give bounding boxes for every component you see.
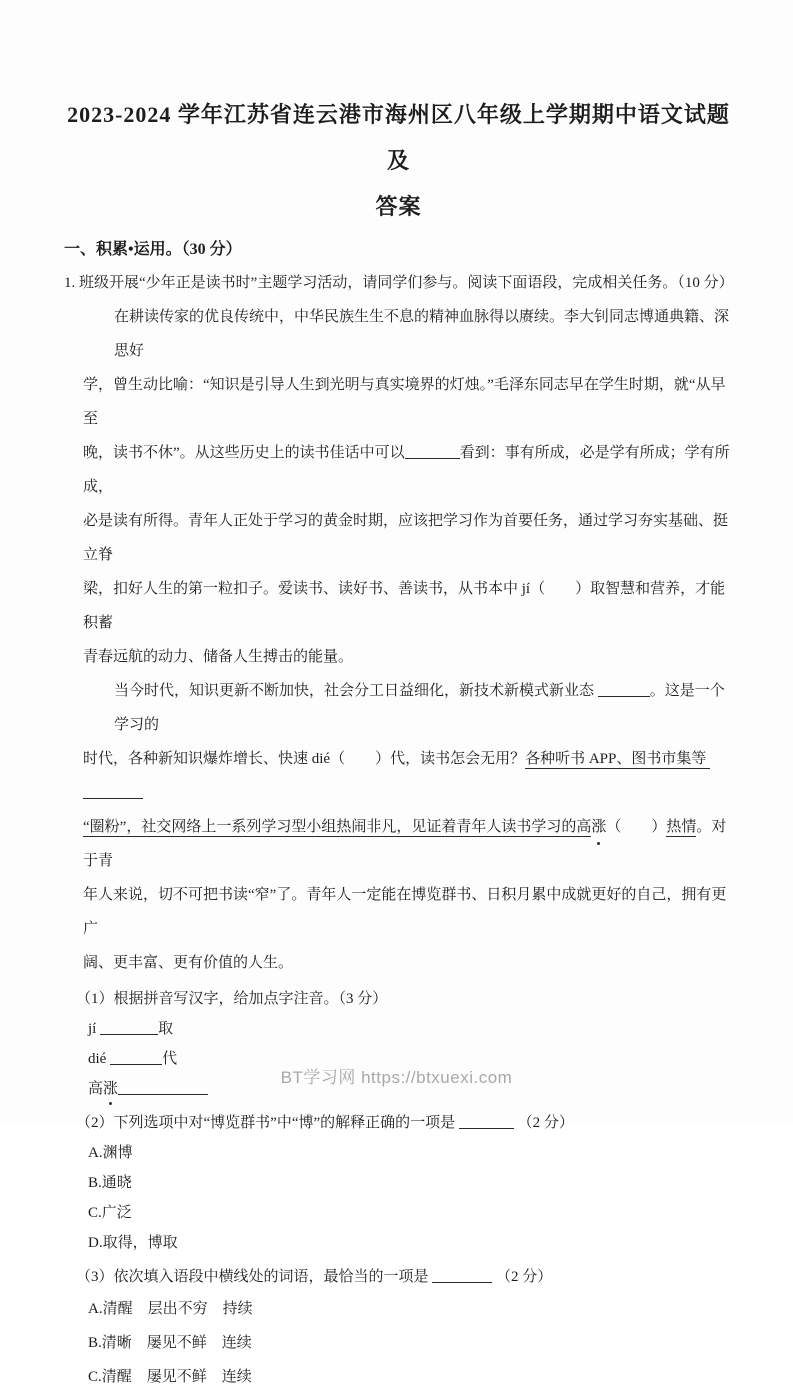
subquestion-2-option-d: D.取得，博取 bbox=[88, 1235, 178, 1251]
passage-line-underlined: “圈粉”，社交网络上一系列学习型小组热闹非凡，见证着青年人读书学习的高涨（ ）热情。对于青 bbox=[83, 810, 733, 878]
answer-blank-line bbox=[405, 443, 460, 459]
passage-line: 必是读有所得。青年人正处于学习的黄金时期，应该把学习作为首要任务，通过学习夯实基础、挺立脊 bbox=[83, 513, 729, 563]
answer-blank-line bbox=[459, 1113, 514, 1129]
pinyin-answer-line-die: dié 代 bbox=[88, 1051, 178, 1067]
passage-line-with-pinyin: 梁，扣好人生的第一粒扣子。爱读书、读好书、善读书，从书本中 jí（ ）取智慧和营养，才能积蓄 bbox=[83, 581, 726, 631]
passage-line: 学，曾生动比喻：“知识是引导人生到光明与真实境界的灯烛。”毛泽东同志早在学生时期，就“从早至 bbox=[83, 377, 726, 427]
answer-blank-line bbox=[83, 783, 143, 799]
section-heading: 一、积累•运用。（30 分） bbox=[64, 241, 242, 258]
subquestion-3-option-a: A.清醒 层出不穷 持续 bbox=[88, 1301, 253, 1317]
subquestion-3-prompt: （3）依次填入语段中横线处的词语，最恰当的一项是 （2 分） bbox=[76, 1269, 553, 1285]
passage-line-underlined: 时代，各种新知识爆炸增长、快速 dié（ ）代，读书怎会无用？各种听书 APP、图书市集等 bbox=[83, 742, 733, 810]
passage-line-with-blank: 晚，读书不休”。从这些历史上的读书佳话中可以 看到：事有所成，必是学有所成；学有所成， bbox=[83, 445, 730, 495]
watermark-footer-link[interactable]: BT学习网 https://btxuexi.com bbox=[280, 1068, 513, 1087]
subquestion-1-prompt: （1）根据拼音写汉字，给加点字注音。（3 分） bbox=[76, 991, 388, 1007]
question-1-heading: 1. 班级开展“少年正是读书时”主题学习活动，请同学们参与。阅读下面语段，完成相关任务。（10 分） bbox=[64, 275, 734, 291]
answer-blank-line bbox=[100, 1019, 158, 1035]
subquestion-2-prompt: （2）下列选项中对“博览群书”中“博”的解释正确的一项是 （2 分） bbox=[76, 1115, 574, 1131]
pinyin-answer-line-gaozhang: 高涨 bbox=[88, 1074, 733, 1104]
passage-line-with-blank: 当今时代，知识更新不断加快，社会分工日益细化，新技术新模式新业态 。这是一个学习的 bbox=[114, 683, 725, 733]
passage-line: 阔、更丰富、更有价值的人生。 bbox=[83, 955, 294, 971]
document-title bbox=[64, 92, 733, 230]
document-title-line-2: 答案 bbox=[375, 194, 422, 219]
subquestion-2-option-a: A.渊博 bbox=[88, 1145, 133, 1161]
subquestion-2-option-c: C.广泛 bbox=[88, 1205, 132, 1221]
watermark-footer bbox=[0, 1063, 793, 1088]
passage-paragraph-1 bbox=[83, 300, 733, 674]
subquestion-3-option-b: B.清晰 屡见不鲜 连续 bbox=[88, 1335, 252, 1351]
pinyin-answer-line-ji: jí 取 bbox=[88, 1021, 174, 1037]
answer-blank-line bbox=[598, 681, 650, 697]
subquestion-2-option-b: B.通晓 bbox=[88, 1175, 132, 1191]
passage-line: 青春远航的动力、储备人生搏击的能量。 bbox=[83, 649, 354, 665]
passage-line: 年人来说，切不可把书读“窄”了。青年人一定能在博览群书、日积月累中成就更好的自己，拥有更广 bbox=[83, 887, 727, 937]
document-title-line-1: 2023-2024 学年江苏省连云港市海州区八年级上学期期中语文试题及 bbox=[67, 102, 730, 173]
passage-paragraph-2 bbox=[83, 674, 733, 980]
subquestion-3-option-c: C.清醒 屡见不鲜 连续 bbox=[88, 1369, 252, 1385]
passage-line: 在耕读传家的优良传统中，中华民族生生不息的精神血脉得以赓续。李大钊同志博通典籍、深思好 bbox=[114, 309, 730, 359]
answer-blank-line bbox=[432, 1267, 492, 1283]
